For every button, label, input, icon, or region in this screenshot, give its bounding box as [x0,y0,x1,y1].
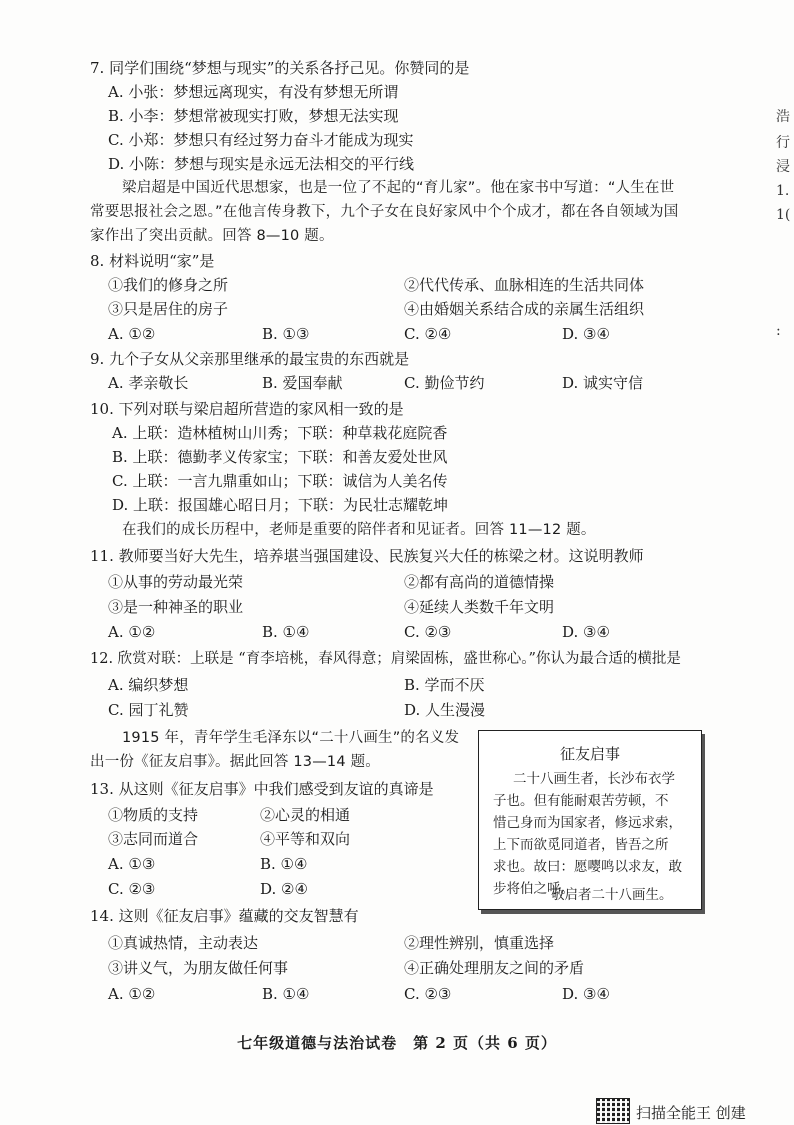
page-footer: 七年级道德与法治试卷 第 2 页（共 6 页） [237,1034,557,1052]
q14-statement-3: ③讲义气，为朋友做任何事 [108,959,289,977]
q13-statement-3: ③志同而道合 [108,830,199,848]
q9-stem: 9. 九个子女从父亲那里继承的最宝贵的东西就是 [90,350,410,368]
q14-statement-2: ②理性辨别，慎重选择 [404,934,555,952]
q7-stem: 7. 同学们围绕“梦想与现实”的关系各抒己见。你赞同的是 [90,59,470,77]
edge-fragment-5: 1( [776,207,791,223]
q13-stem: 13. 从这则《征友启事》中我们感受到友谊的真谛是 [90,780,434,798]
q8-statement-3: ③只是居住的房子 [108,300,229,318]
q10-stem: 10. 下列对联与梁启超所营造的家风相一致的是 [90,400,404,418]
q14-option-b: B. ①④ [262,985,310,1003]
q13-statement-2: ②心灵的相通 [260,806,351,824]
edge-fragment-3: 浸 [776,159,790,175]
q7-option-c: C. 小郑：梦想只有经过努力奋斗才能成为现实 [108,131,414,149]
q14-option-a: A. ①② [108,985,156,1003]
q7-option-a: A. 小张：梦想远离现实，有没有梦想无所谓 [108,83,399,101]
q8-stem: 8. 材料说明“家”是 [90,252,215,270]
q12-option-a: A. 编织梦想 [108,676,189,694]
material-1-line-3: 家作出了突出贡献。回答 8—10 题。 [90,228,334,244]
q12-option-c: C. 园丁礼赞 [108,701,189,719]
edge-fragment-6: : [776,323,781,339]
q8-statement-4: ④由婚姻关系结合成的亲属生活组织 [404,300,645,318]
q12-option-b: B. 学而不厌 [404,676,485,694]
q14-option-d: D. ③④ [562,985,610,1003]
q11-statement-3: ③是一种神圣的职业 [108,598,244,616]
q13-statement-1: ①物质的支持 [108,806,199,824]
q10-option-b: B. 上联：德勤孝义传家宝；下联：和善友爱处世风 [112,448,448,466]
notice-title: 征友启事 [559,745,620,763]
notice-line-1: 二十八画生者，长沙布衣学 [513,771,675,787]
material-1-line-2: 常要思报社会之恩。”在他言传身教下，九个子女在良好家风中个个成才，都在各自领域为国 [90,204,679,220]
q11-option-a: A. ①② [108,623,156,641]
q11-option-b: B. ①④ [262,623,310,641]
edge-fragment-4: 1. [776,183,790,199]
q11-statement-1: ①从事的劳动最光荣 [108,573,244,591]
q13-option-a: A. ①③ [108,855,156,873]
recruitment-notice-box [478,730,702,910]
q14-option-c: C. ②③ [404,985,452,1003]
q11-statement-2: ②都有高尚的道德情操 [404,573,555,591]
q9-option-c: C. 勤俭节约 [404,374,485,392]
q11-option-c: C. ②③ [404,623,452,641]
q8-option-d: D. ③④ [562,325,610,343]
q11-statement-4: ④延续人类数千年文明 [404,598,555,616]
notice-line-3: 惜己身而为国家者，修远求索， [493,815,682,831]
q8-statement-1: ①我们的修身之所 [108,276,229,294]
q10-option-d: D. 上联：报国雄心昭日月；下联：为民壮志耀乾坤 [112,496,449,514]
material-3-line-2: 出一份《征友启事》。据此回答 13—14 题。 [90,754,380,770]
material-3-line-1: 1915 年，青年学生毛泽东以“二十八画生”的名义发 [122,730,460,746]
q7-option-b: B. 小李：梦想常被现实打败，梦想无法实现 [108,107,399,125]
q8-statement-2: ②代代传承、血脉相连的生活共同体 [404,276,645,294]
q11-stem: 11. 教师要当好大先生，培养堪当强国建设、民族复兴大任的栋梁之材。这说明教师 [90,547,644,565]
q8-option-c: C. ②④ [404,325,452,343]
notice-line-6: 步将伯之呼。 [493,881,574,897]
material-1-line-1: 梁启超是中国近代思想家，也是一位了不起的“育儿家”。他在家书中写道：“人生在世 [122,180,675,196]
q9-option-a: A. 孝亲敬长 [108,374,189,392]
q13-option-c: C. ②③ [108,880,156,898]
q12-stem: 12. 欣赏对联：上联是 “育李培桃，春风得意；肩梁固栋，盛世称心。”你认为最合适的横批是 [90,651,681,667]
q14-statement-4: ④正确处理朋友之间的矛盾 [404,959,585,977]
q8-option-b: B. ①③ [262,325,310,343]
notice-line-2: 子也。但有能耐艰苦劳顿，不 [493,793,669,809]
qr-code-icon [596,1098,630,1124]
notice-line-4: 上下而欲觅同道者，皆吾之所 [493,837,669,853]
q7-option-d: D. 小陈：梦想与现实是永远无法相交的平行线 [108,155,415,173]
q9-option-d: D. 诚实守信 [562,374,644,392]
q8-option-a: A. ①② [108,325,156,343]
q13-option-b: B. ①④ [260,855,308,873]
notice-line-5: 求也。故曰：愿嘤鸣以求友，敢 [493,859,682,875]
scanner-watermark: 扫描全能王 创建 [636,1104,746,1122]
notice-signature: 敬启者二十八画生。 [551,887,673,903]
q9-option-b: B. 爱国奉献 [262,374,343,392]
q11-option-d: D. ③④ [562,623,610,641]
edge-fragment-1: 浩 [776,109,790,125]
q14-stem: 14. 这则《征友启事》蕴藏的交友智慧有 [90,907,359,925]
material-2-line-1: 在我们的成长历程中，老师是重要的陪伴者和见证者。回答 11—12 题。 [122,522,596,538]
q10-option-a: A. 上联：造林植树山川秀；下联：种草栽花庭院香 [112,424,448,442]
edge-fragment-2: 行 [776,135,790,151]
q13-statement-4: ④平等和双向 [260,830,351,848]
q14-statement-1: ①真诚热情，主动表达 [108,934,259,952]
q12-option-d: D. 人生漫漫 [404,701,486,719]
q13-option-d: D. ②④ [260,880,308,898]
q10-option-c: C. 上联：一言九鼎重如山；下联：诚信为人美名传 [112,472,448,490]
